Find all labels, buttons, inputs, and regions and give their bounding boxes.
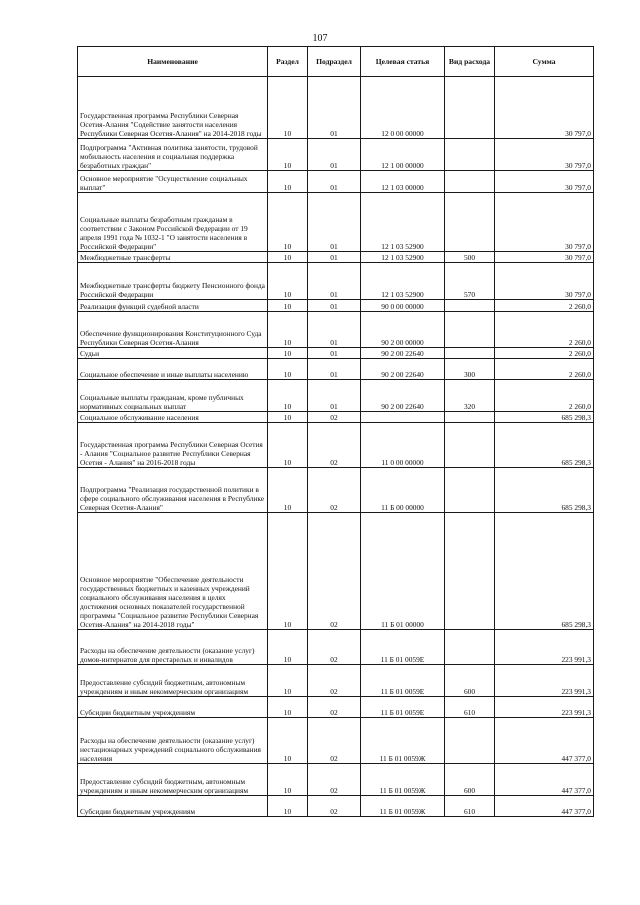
cell-section: 10 (268, 718, 308, 764)
cell-kind: 500 (445, 252, 495, 263)
cell-section: 10 (268, 412, 308, 423)
cell-name: Социальное обеспечение и иные выплаты населению (78, 359, 268, 380)
cell-subsection: 01 (308, 77, 361, 139)
cell-sum: 447 377,0 (495, 764, 594, 796)
cell-name: Государственная программа Республики Северная Осетия-Алания "Содействие занятости населения Республики Северная Осетия-Алания" на 2014-2018 годы (78, 77, 268, 139)
cell-target: 12 1 03 52900 (361, 193, 445, 252)
table-row (78, 380, 594, 412)
cell-sum: 223 991,3 (495, 697, 594, 718)
table-row (78, 139, 594, 171)
cell-name: Подпрограмма "Активная политика занятости, трудовой мобильность населения и социальная поддержка безработных граждан" (78, 139, 268, 171)
cell-subsection: 01 (308, 193, 361, 252)
cell-kind (445, 312, 495, 348)
cell-section: 10 (268, 348, 308, 359)
cell-subsection: 02 (308, 697, 361, 718)
cell-kind: 610 (445, 796, 495, 817)
budget-table (77, 46, 594, 817)
cell-section: 10 (268, 764, 308, 796)
table-row (78, 359, 594, 380)
cell-subsection: 01 (308, 348, 361, 359)
cell-section: 10 (268, 359, 308, 380)
cell-kind: 600 (445, 764, 495, 796)
cell-kind (445, 348, 495, 359)
cell-section: 10 (268, 139, 308, 171)
cell-section: 10 (268, 77, 308, 139)
table-row (78, 312, 594, 348)
cell-name: Основное мероприятие "Обеспечение деятельности государственных бюджетных и казенных учреждений социального обслуживания населения в целях достижения основных показателей государственной программы "Социальное развитие Республики Северная Осетия-Алания" на 2014-2018 годы" (78, 513, 268, 630)
cell-section: 10 (268, 665, 308, 697)
table-row (78, 193, 594, 252)
cell-target: 11 Б 01 0059Ж (361, 718, 445, 764)
cell-section: 10 (268, 193, 308, 252)
cell-section: 10 (268, 468, 308, 513)
header-sum: Сумма (495, 47, 594, 77)
cell-section: 10 (268, 630, 308, 665)
header-target: Целевая статья (361, 47, 445, 77)
cell-target: 90 2 00 22640 (361, 348, 445, 359)
cell-sum: 2 260,0 (495, 312, 594, 348)
table-row (78, 348, 594, 359)
cell-name: Расходы на обеспечение деятельности (оказание услуг) домов-интернатов для престарелых и инвалидов (78, 630, 268, 665)
cell-name: Расходы на обеспечение деятельности (оказание услуг) нестационарных учреждений социального обслуживания населения (78, 718, 268, 764)
cell-name: Социальные выплаты безработным гражданам в соответствии с Законом Российской Федерации от 19 апреля 1991 года № 1032-1 "О занятости населения в Российской Федерации" (78, 193, 268, 252)
cell-target: 11 Б 01 0059Е (361, 665, 445, 697)
cell-sum: 30 797,0 (495, 139, 594, 171)
cell-section: 10 (268, 697, 308, 718)
cell-target: 11 0 00 00000 (361, 423, 445, 468)
cell-sum: 2 260,0 (495, 348, 594, 359)
cell-subsection: 01 (308, 312, 361, 348)
cell-kind: 600 (445, 665, 495, 697)
table-row (78, 697, 594, 718)
table-row (78, 718, 594, 764)
cell-subsection: 02 (308, 513, 361, 630)
cell-subsection: 01 (308, 359, 361, 380)
table-header (78, 47, 594, 77)
cell-kind: 320 (445, 380, 495, 412)
cell-kind (445, 171, 495, 193)
header-kind: Вид расхода (445, 47, 495, 77)
table-row (78, 423, 594, 468)
cell-kind (445, 77, 495, 139)
cell-sum: 2 260,0 (495, 359, 594, 380)
cell-subsection: 01 (308, 252, 361, 263)
cell-name: Обеспечение функционирования Конституционного Суда Республики Северная Осетия-Алания (78, 312, 268, 348)
cell-kind (445, 412, 495, 423)
table-row (78, 412, 594, 423)
cell-target (361, 412, 445, 423)
table-row (78, 630, 594, 665)
cell-section: 10 (268, 252, 308, 263)
cell-subsection: 01 (308, 300, 361, 312)
cell-subsection: 01 (308, 139, 361, 171)
cell-kind (445, 468, 495, 513)
cell-name: Межбюджетные трансферты (78, 252, 268, 263)
cell-name: Судьи (78, 348, 268, 359)
cell-name: Социальные выплаты гражданам, кроме публичных нормативных социальных выплат (78, 380, 268, 412)
table-row (78, 764, 594, 796)
cell-sum: 30 797,0 (495, 193, 594, 252)
cell-name: Социальное обслуживание населения (78, 412, 268, 423)
cell-kind: 570 (445, 263, 495, 300)
cell-subsection: 02 (308, 630, 361, 665)
cell-kind (445, 423, 495, 468)
cell-kind: 300 (445, 359, 495, 380)
cell-target: 12 1 03 52900 (361, 263, 445, 300)
cell-subsection: 02 (308, 665, 361, 697)
cell-section: 10 (268, 300, 308, 312)
header-name: Наименование (78, 47, 268, 77)
cell-target: 12 1 03 00000 (361, 171, 445, 193)
cell-sum: 2 260,0 (495, 380, 594, 412)
table-row (78, 252, 594, 263)
cell-sum: 685 298,3 (495, 412, 594, 423)
cell-target: 12 1 03 52900 (361, 252, 445, 263)
cell-target: 90 2 00 22640 (361, 380, 445, 412)
cell-sum: 447 377,0 (495, 718, 594, 764)
cell-name: Предоставление субсидий бюджетным, автономным учреждениям и иным некоммерческим организациям (78, 764, 268, 796)
cell-target: 11 Б 01 0059Е (361, 697, 445, 718)
cell-subsection: 01 (308, 263, 361, 300)
cell-subsection: 02 (308, 718, 361, 764)
cell-section: 10 (268, 263, 308, 300)
cell-name: Предоставление субсидий бюджетным, автономным учреждениям и иным некоммерческим организациям (78, 665, 268, 697)
cell-section: 10 (268, 312, 308, 348)
table-row (78, 300, 594, 312)
cell-target: 11 Б 01 00000 (361, 513, 445, 630)
cell-subsection: 02 (308, 764, 361, 796)
cell-target: 90 2 00 22640 (361, 359, 445, 380)
header-subsection: Подраздел (308, 47, 361, 77)
header-section: Раздел (268, 47, 308, 77)
cell-section: 10 (268, 513, 308, 630)
table-row (78, 77, 594, 139)
table-row (78, 796, 594, 817)
cell-sum: 685 298,3 (495, 423, 594, 468)
cell-target: 12 1 00 00000 (361, 139, 445, 171)
table-row (78, 665, 594, 697)
cell-subsection: 01 (308, 171, 361, 193)
cell-section: 10 (268, 380, 308, 412)
cell-target: 11 Б 01 0059Ж (361, 796, 445, 817)
cell-sum: 223 991,3 (495, 665, 594, 697)
cell-kind (445, 193, 495, 252)
cell-kind (445, 300, 495, 312)
cell-section: 10 (268, 171, 308, 193)
cell-name: Субсидии бюджетным учреждениям (78, 697, 268, 718)
cell-sum: 30 797,0 (495, 171, 594, 193)
cell-subsection: 02 (308, 796, 361, 817)
cell-name: Подпрограмма "Реализация государственной политики в сфере социального обслуживания населения в Республике Северная Осетия-Алания" (78, 468, 268, 513)
cell-kind (445, 718, 495, 764)
cell-target: 11 Б 01 0059Ж (361, 764, 445, 796)
cell-subsection: 02 (308, 412, 361, 423)
cell-sum: 30 797,0 (495, 77, 594, 139)
cell-target: 11 Б 00 00000 (361, 468, 445, 513)
table-row (78, 263, 594, 300)
cell-subsection: 01 (308, 380, 361, 412)
cell-kind (445, 630, 495, 665)
cell-name: Основное мероприятие "Осуществление социальных выплат" (78, 171, 268, 193)
cell-sum: 30 797,0 (495, 263, 594, 300)
cell-sum: 685 298,3 (495, 513, 594, 630)
cell-subsection: 02 (308, 468, 361, 513)
cell-sum: 30 797,0 (495, 252, 594, 263)
cell-kind (445, 139, 495, 171)
table-row (78, 468, 594, 513)
table-row (78, 513, 594, 630)
cell-name: Государственная программа Республики Северная Осетия - Алания "Социальное развитие Республики Северная Осетия - Алания" на 2016-2018 годы (78, 423, 268, 468)
cell-name: Межбюджетные трансферты бюджету Пенсионного фонда Российской Федерации (78, 263, 268, 300)
cell-name: Реализация функций судебной власти (78, 300, 268, 312)
cell-subsection: 02 (308, 423, 361, 468)
cell-name: Субсидии бюджетным учреждениям (78, 796, 268, 817)
cell-sum: 447 377,0 (495, 796, 594, 817)
cell-target: 90 2 00 00000 (361, 312, 445, 348)
cell-target: 12 0 00 00000 (361, 77, 445, 139)
cell-kind (445, 513, 495, 630)
cell-sum: 223 991,3 (495, 630, 594, 665)
page-number: 107 (312, 33, 328, 44)
cell-kind: 610 (445, 697, 495, 718)
cell-sum: 685 298,3 (495, 468, 594, 513)
cell-target: 11 Б 01 0059Е (361, 630, 445, 665)
cell-section: 10 (268, 796, 308, 817)
cell-target: 90 0 00 00000 (361, 300, 445, 312)
cell-section: 10 (268, 423, 308, 468)
cell-sum: 2 260,0 (495, 300, 594, 312)
table-body (78, 77, 594, 817)
table-row (78, 171, 594, 193)
